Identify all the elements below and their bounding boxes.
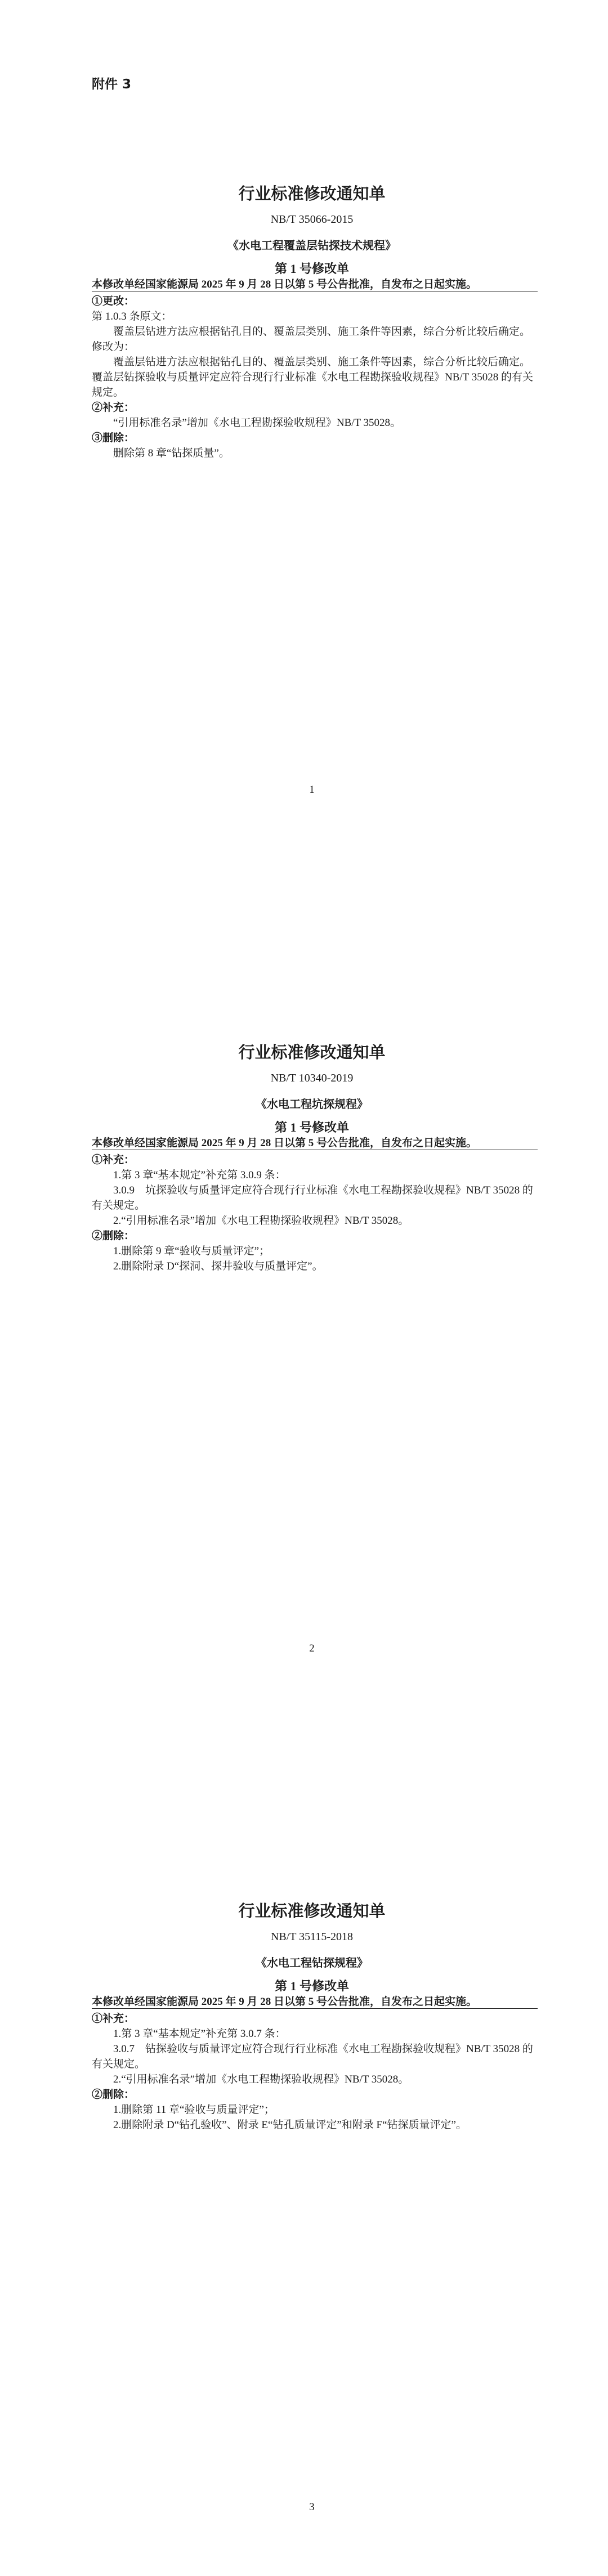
amendment-number: 第 1 号修改单 [274,1979,349,1993]
standard-name: 《水电工程覆盖层钻探技术规程》 [227,240,396,252]
amendment-body [92,1995,538,2133]
page-2 [0,859,608,1717]
body-line: 3.0.9 坑探验收与质量评定应符合现行行业标准《水电工程勘探验收规程》NB/T 35028 的 [113,1184,533,1196]
body-line: 2.删除附录 D“探洞、探井验收与质量评定”。 [113,1260,323,1272]
standard-name: 《水电工程钻探规程》 [256,1957,368,1969]
body-line: 规定。 [92,387,124,398]
amendment-body [92,1137,538,1274]
body-line: 覆盖层钻进方法应根据钻孔目的、覆盖层类别、施工条件等因素，综合分析比较后确定。 [113,326,531,338]
page-number: 3 [309,2501,315,2513]
notice-title: 行业标准修改通知单 [238,1044,386,1062]
body-line: 2.“引用标准名录”增加《水电工程勘探验收规程》NB/T 35028。 [113,1215,409,1227]
standard-code: NB/T 35115-2018 [270,1931,354,1943]
body-line: 覆盖层钻进方法应根据钻孔目的、覆盖层类别、施工条件等因素，综合分析比较后确定。 [113,356,531,368]
approval-statement: 本修改单经国家能源局 2025 年 9 月 28 日以第 5 号公告批准，自发布之日起实施。 [92,278,538,291]
standard-code: NB/T 35066-2015 [270,213,354,226]
body-line: “引用标准名录”增加《水电工程勘探验收规程》NB/T 35028。 [113,417,401,429]
body-line: 覆盖层钻探验收与质量评定应符合现行行业标准《水电工程勘探验收规程》NB/T 35028 的有关 [92,371,533,383]
amendment-number: 第 1 号修改单 [274,1120,349,1134]
section-heading: ②删除： [92,1230,135,1242]
section-heading: ②删除： [92,2089,135,2101]
body-line: 1.第 3 章“基本规定”补充第 3.0.9 条： [113,1169,286,1181]
body-line: 修改为： [92,341,135,353]
attachment-label: 附件 3 [92,77,132,92]
body-line: 1.删除第 11 章“验收与质量评定”； [113,2104,275,2116]
body-line: 有关规定。 [92,2058,146,2070]
body-line: 2.删除附录 D“钻孔验收”、附录 E“钻孔质量评定”和附录 F“钻探质量评定”。 [113,2119,467,2131]
section-heading: ③删除： [92,432,135,444]
page-number: 1 [309,784,315,796]
section-heading: ①补充： [92,1154,135,1166]
body-line: 2.“引用标准名录”增加《水电工程勘探验收规程》NB/T 35028。 [113,2074,409,2085]
approval-statement: 本修改单经国家能源局 2025 年 9 月 28 日以第 5 号公告批准，自发布之日起实施。 [92,1995,538,2009]
body-line: 3.0.7 钻探验收与质量评定应符合现行行业标准《水电工程勘探验收规程》NB/T 35028 的 [113,2043,533,2055]
page-1 [0,0,608,859]
body-line: 删除第 8 章“钻探质量”。 [113,447,230,459]
body-line: 1.第 3 章“基本规定”补充第 3.0.7 条： [113,2028,286,2040]
amendment-body [92,278,538,461]
section-heading: ①补充： [92,2013,135,2025]
amendment-number: 第 1 号修改单 [274,262,349,276]
notice-title: 行业标准修改通知单 [238,1902,386,1920]
page-number: 2 [309,1642,315,1654]
section-heading: ①更改： [92,295,135,307]
section-heading: ②补充： [92,402,135,414]
page-3 [0,1717,608,2576]
approval-statement: 本修改单经国家能源局 2025 年 9 月 28 日以第 5 号公告批准，自发布之日起实施。 [92,1137,538,1150]
standard-name: 《水电工程坑探规程》 [256,1098,368,1111]
body-line: 有关规定。 [92,1200,146,1211]
standard-code: NB/T 10340-2019 [270,1072,354,1084]
body-line: 1.删除第 9 章“验收与质量评定”； [113,1245,270,1257]
body-line: 第 1.0.3 条原文： [92,311,172,322]
notice-title: 行业标准修改通知单 [238,185,386,203]
